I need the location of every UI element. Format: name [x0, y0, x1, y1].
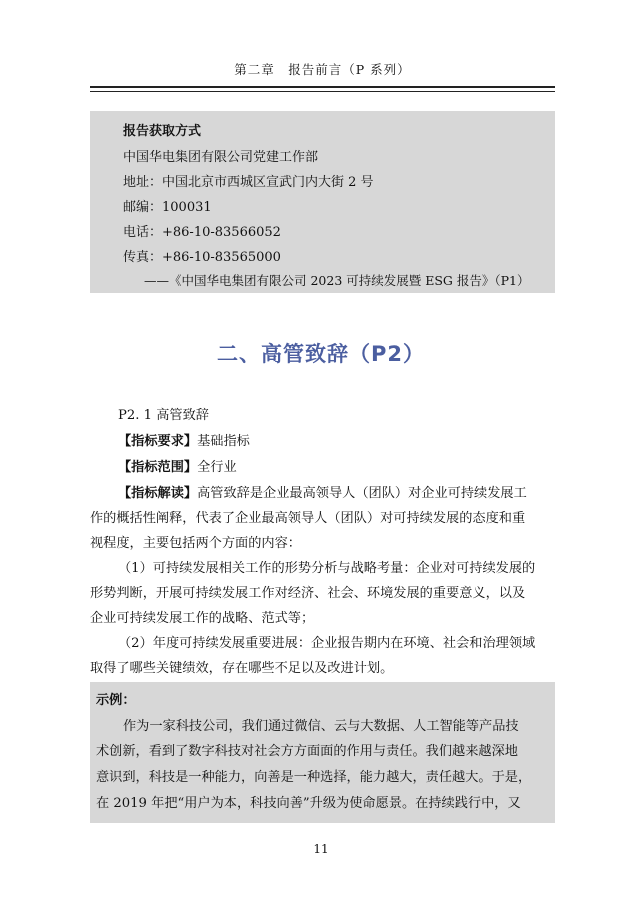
example-line-4: 在 2019 年把“用户为本，科技向善”升级为使命愿景。在持续践行中，又	[96, 796, 521, 811]
contact-info-box	[90, 111, 555, 293]
interpretation-line-1	[118, 482, 527, 501]
point2-line-1: （2）年度可持续发展重要进展：企业报告期内在环境、社会和治理领域	[118, 636, 536, 651]
point1-line-2: 形势判断，开展可持续发展工作对经济、社会、环境发展的重要意义，以及	[90, 586, 526, 601]
contact-fax: 传真：+86-10-83565000	[123, 250, 281, 265]
contact-org: 中国华电集团有限公司党建工作部	[123, 150, 319, 165]
contact-source: ——《中国华电集团有限公司 2023 可持续发展暨 ESG 报告》（P1）	[144, 273, 530, 288]
example-label: 示例：	[96, 693, 136, 708]
example-line-1: 作为一家科技公司，我们通过微信、云与大数据、人工智能等产品技	[123, 719, 519, 734]
interpretation-line-2: 作的概括性阐释，代表了企业最高领导人（团队）对可持续发展的态度和重	[90, 511, 526, 526]
header-rule-thick	[90, 86, 555, 88]
point1-line-3: 企业可持续发展工作的战略、范式等；	[90, 611, 315, 626]
interpretation-label: 【指标解读】	[118, 486, 198, 501]
requirement-label: 【指标要求】	[118, 434, 198, 449]
contact-postcode: 邮编：100031	[123, 200, 212, 215]
contact-address: 地址：中国北京市西城区宣武门内大街 2 号	[123, 175, 374, 190]
indicator-id: P2. 1 高管致辞	[118, 408, 209, 423]
scope-label: 【指标范围】	[118, 460, 198, 475]
header-rule-thin	[90, 91, 555, 92]
contact-phone: 电话：+86-10-83566052	[123, 225, 281, 240]
running-header: 第二章 报告前言（P 系列）	[234, 62, 411, 77]
point2-line-2: 取得了哪些关键绩效，存在哪些不足以及改进计划。	[90, 661, 394, 676]
interpretation-text-1: 高管致辞是企业最高领导人（团队）对企业可持续发展工	[197, 486, 527, 501]
example-line-3: 意识到，科技是一种能力，向善是一种选择，能力越大，责任越大。于是，	[96, 770, 532, 785]
requirement-value: 基础指标	[197, 434, 250, 449]
example-line-2: 术创新，看到了数字科技对社会方方面面的作用与责任。我们越来越深地	[96, 744, 518, 759]
point1-line-1: （1）可持续发展相关工作的形势分析与战略考量：企业对可持续发展的	[118, 561, 536, 576]
section-title: 二、高管致辞（P2）	[216, 342, 425, 366]
example-box	[90, 682, 555, 823]
indicator-requirement	[118, 430, 250, 449]
scope-value: 全行业	[197, 460, 237, 475]
indicator-scope	[118, 456, 237, 475]
contact-heading: 报告获取方式	[123, 124, 202, 139]
interpretation-line-3: 视程度，主要包括两个方面的内容：	[90, 536, 301, 551]
page-number: 11	[313, 842, 329, 856]
